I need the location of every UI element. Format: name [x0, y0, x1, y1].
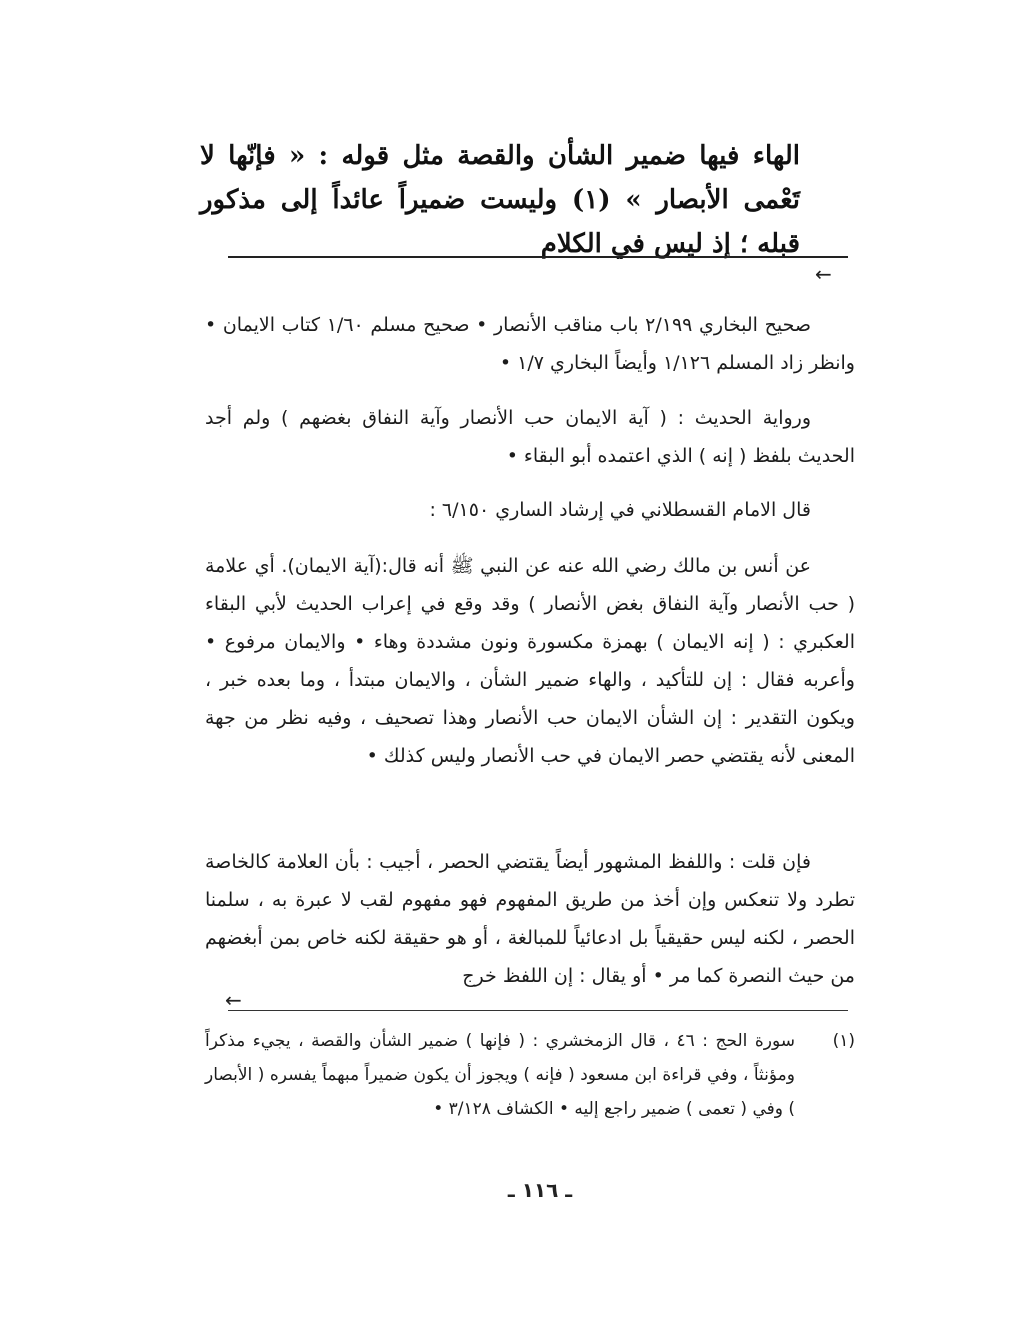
quotation-text: عن أنس بن مالك رضي الله عنه عن النبي ﷺ أنه قال:(آية الايمان). أي علامة ( حب الأنصار وآية النفاق بغض الأنصار ) وقد وقع في إعراب الحديث لأبي البقاء العكبري : ( إنه الايمان ) بهمزة مكسورة ونون مشددة وهاء • والايمان مرفوع • وأعربه فقال : إن للتأكيد ، والهاء ضمير الشأن ، والايمان مبتدأ ، وما بعده خبر ، ويكون التقدير : إن الشأن الايمان حب الأنصار وهذا تصحيف ، وفيه نظر من جهة المعنى لأنه يقتضي حصر الايمان في حب الأنصار وليس كذلك • [205, 555, 855, 767]
continuation-paragraph: الهاء فيها ضمير الشأن والقصة مثل قوله : « فإنّها لا تَعْمى الأبصار » (١) وليست ضميراً عائداً إلى مذكور قبله ؛ إذ ليس في الكلام [200, 141, 800, 259]
footnote [205, 1024, 855, 1126]
top-arrow-icon: ← [815, 262, 832, 286]
top-divider [228, 256, 848, 258]
discussion-text: فإن قلت : واللفظ المشهور أيضاً يقتضي الحصر ، أجيب : بأن العلامة كالخاصة تطرد ولا تنعكس وإن أخذ من طريق المفهوم فهو مفهوم لقب لا عبرة به ، سلمنا الحصر ، لكنه ليس حقيقياً بل ادعائياً للمبالغة ، أو هو حقيقة لكنه خاص بمن أبغضهم من حيث النصرة كما مر • أو يقال : إن اللفظ خرج [205, 851, 855, 987]
citation-paragraph [205, 491, 855, 529]
hadith-paragraph [205, 399, 855, 475]
reference-text: صحيح البخاري ٢/١٩٩ باب مناقب الأنصار • صحيح مسلم ١/٦٠ كتاب الايمان • وانظر زاد المسلم ١/١٢٦ وأيضاً البخاري ١/٧ • [205, 314, 855, 374]
discussion-paragraph [205, 843, 855, 995]
footnote-number: (١) [832, 1031, 855, 1051]
page-number: ـ ١١٦ ـ [507, 1178, 573, 1202]
citation-text: قال الامام القسطلاني في إرشاد الساري ٦/١٥٠ : [429, 499, 811, 521]
footnote-text: سورة الحج : ٤٦ ، قال الزمخشري : ( فإنها ) ضمير الشأن والقصة ، يجيء مذكراً ومؤنثاً ، وفي قراءة ابن مسعود ( فإنه ) ويجوز أن يكون ضميراً مبهماً يفسره ( الأبصار ) وفي ( تعمى ) ضمير راجع إليه • الكشاف ٣/١٢٨ • [205, 1031, 795, 1119]
hadith-text: ورواية الحديث : ( آية الايمان حب الأنصار وآية النفاق بغضهم ) ولم أجد الحديث بلفظ ( إنه ) الذي اعتمده أبو البقاء • [205, 407, 855, 467]
reference-paragraph [205, 306, 855, 382]
footnote-divider [228, 1010, 848, 1011]
quotation-paragraph [205, 547, 855, 775]
bottom-arrow-icon: ← [225, 988, 242, 1012]
